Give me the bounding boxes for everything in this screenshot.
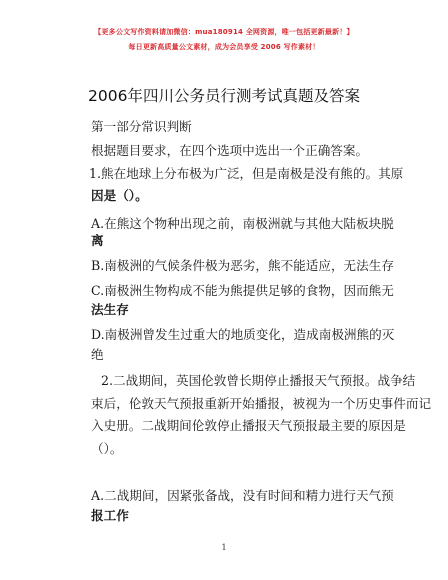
q1-option-a-line-2: 离 — [91, 233, 104, 248]
section-heading: 第一部分常识判断 — [91, 119, 192, 134]
question-1-line-1: 1.熊在地球上分布极为广泛，但是南极是没有熊的。其原 — [89, 166, 404, 181]
q1-option-c-line-2: 法生存 — [91, 302, 129, 317]
q1-option-c-line-1: C.南极洲生物构成不能为熊提供足够的食物，因而熊无 — [91, 283, 394, 298]
q1-option-d-line-1: D.南极洲曾发生过重大的地质变化，造成南极洲熊的灭 — [91, 327, 395, 342]
q2-option-a-line-2: 报工作 — [91, 508, 129, 523]
instruction-text: 根据题目要求，在四个选项中选出一个正确答案。 — [91, 143, 369, 158]
q2-option-a-line-1: A.二战期间，因紧张备战，没有时间和精力进行天气预 — [91, 488, 394, 503]
page-number: 1 — [221, 543, 227, 552]
question-1-line-2: 因是（）。 — [91, 188, 148, 203]
question-2-line-3: 入史册。二战期间伦敦停止播报天气预报最主要的原因是 — [91, 418, 406, 433]
q1-option-b: B.南极洲的气候条件极为恶劣，熊不能适应，无法生存 — [91, 258, 394, 273]
promo-banner-line-2: 每日更新高质量公文素材，成为会员享受 2006 写作素材！ — [128, 43, 320, 51]
q1-option-a-line-1: A.在熊这个物种出现之前，南极洲就与其他大陆板块脱 — [91, 216, 394, 231]
promo-banner-line-1: 【更多公文写作资料请加微信：mua180914 全网资源，唯一包括更新最新！】 — [94, 28, 354, 36]
question-2-line-4: （）。 — [91, 441, 123, 456]
document-title: 2006年四川公务员行测考试真题及答案 — [88, 87, 360, 105]
q1-option-d-line-2: 绝 — [91, 347, 104, 362]
question-2-line-2: 束后，伦敦天气预报重新开始播报，被视为一个历史事件而记 — [91, 396, 432, 411]
question-2-line-1: 2.二战期间，英国伦敦曾长期停止播报天气预报。战争结 — [101, 373, 416, 388]
